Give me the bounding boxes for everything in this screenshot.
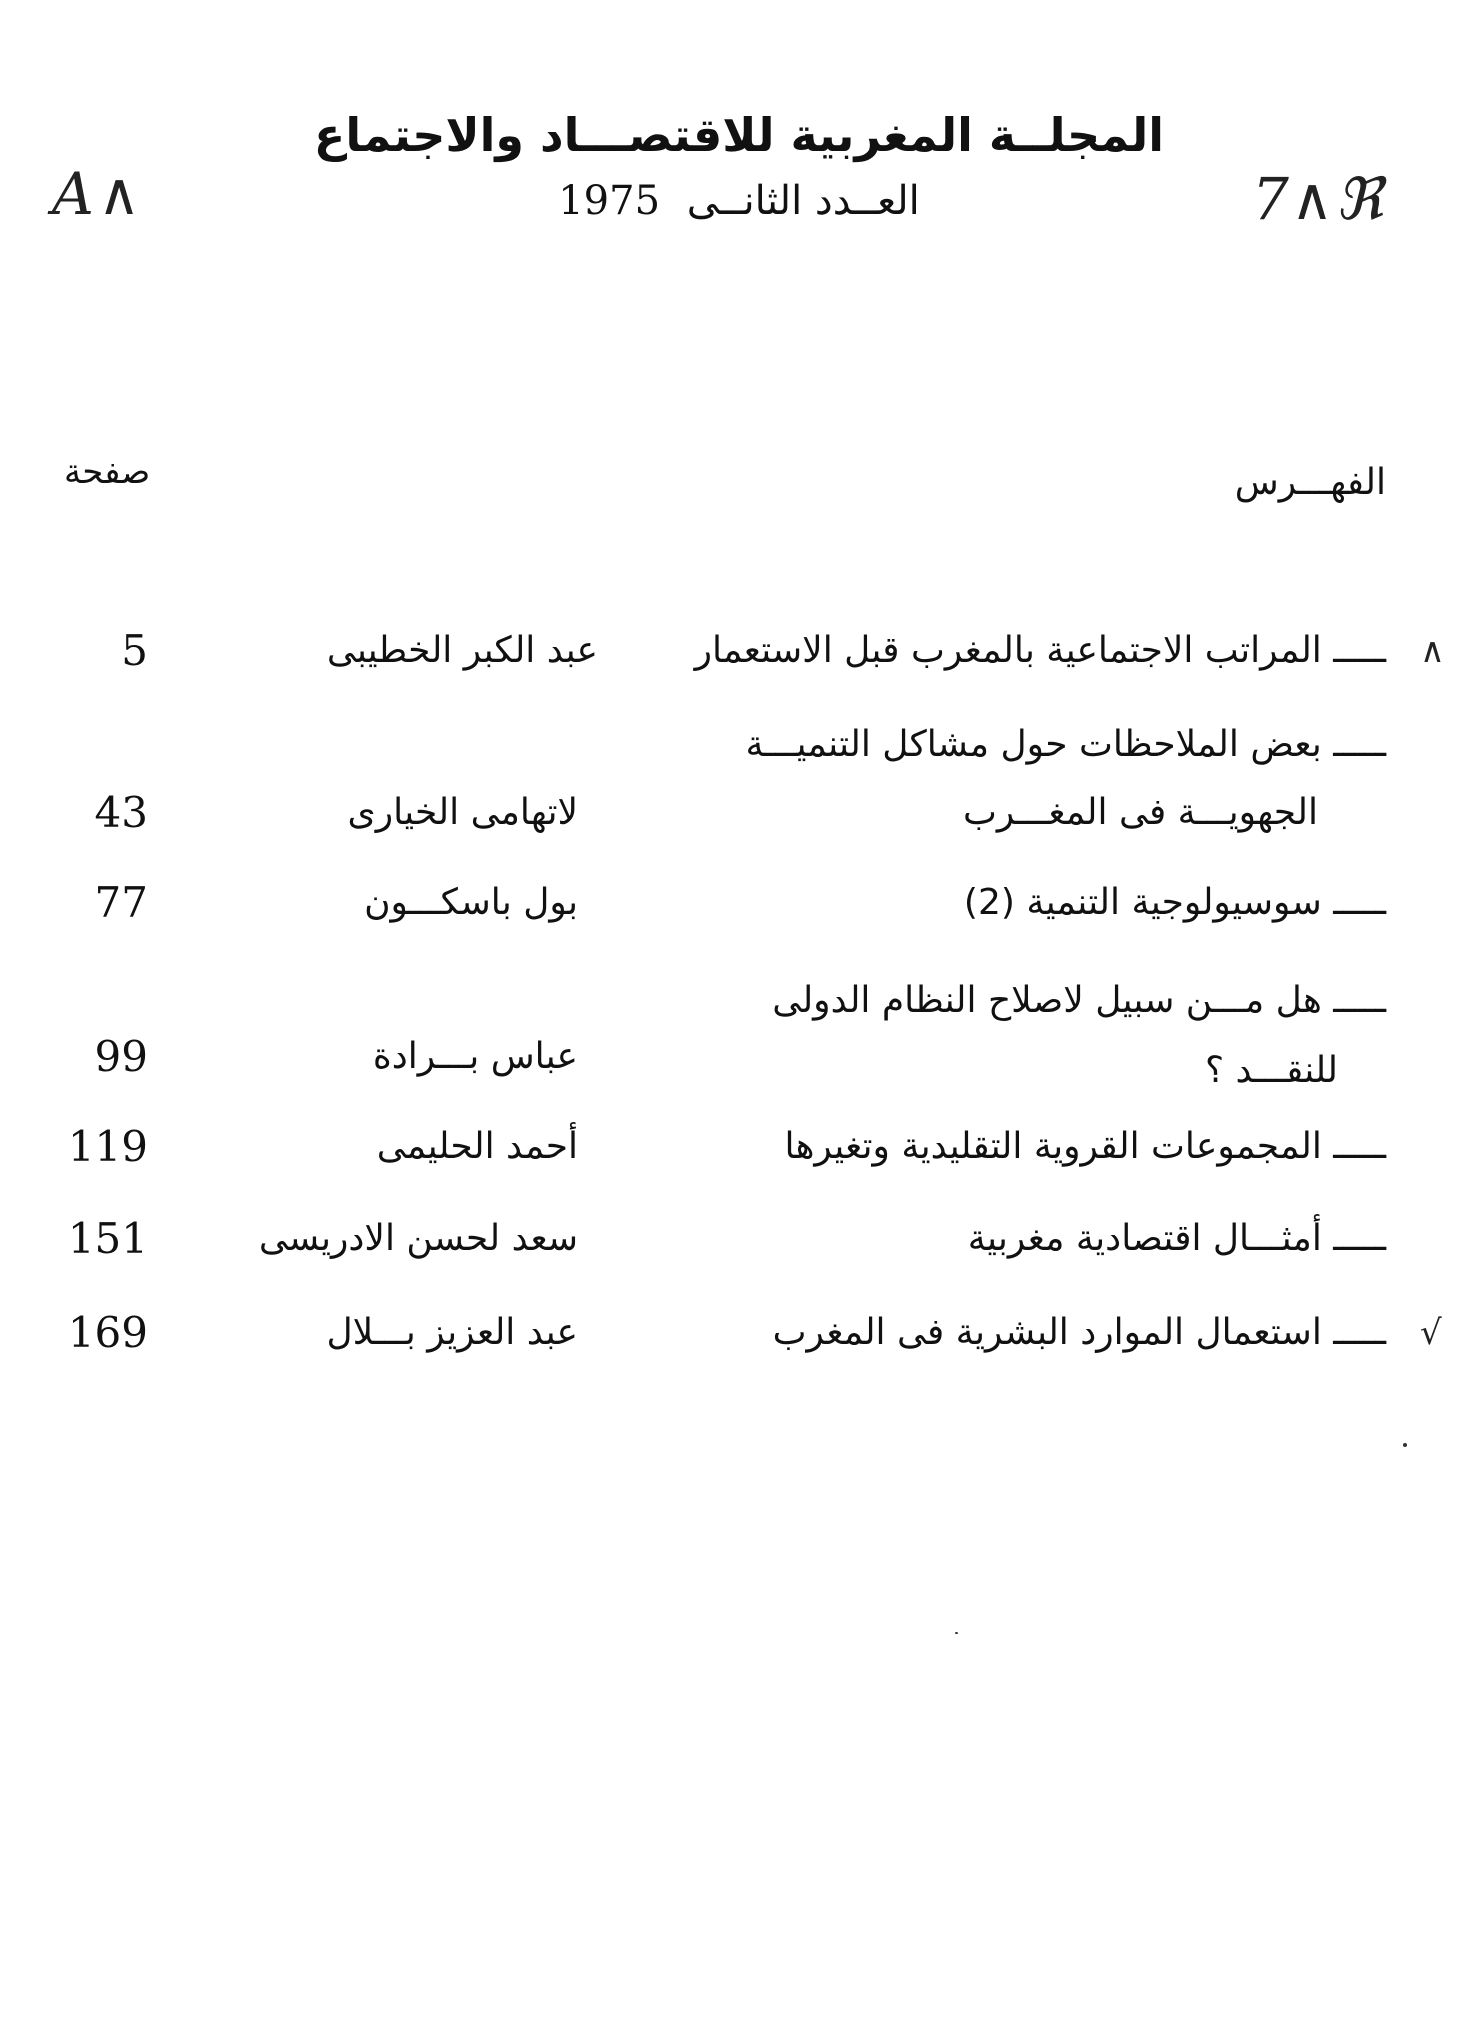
entry-author: عبد العزيز بـــلال [326, 1312, 578, 1353]
check-mark: ∧ [1420, 631, 1445, 671]
entry-title-line-1: ـــــ بعض الملاحظات حول مشاكل التنميـــة [745, 724, 1386, 765]
entry-page-number: 169 [67, 1308, 148, 1357]
scan-speck [1403, 1443, 1407, 1447]
entry-page-number: 43 [94, 788, 148, 837]
entry-title: ـــــ أمثـــال اقتصادية مغربية [967, 1218, 1386, 1259]
entry-author: بول باسكـــون [364, 882, 578, 923]
issue-year: 1975 [558, 178, 661, 224]
entry-author: لاتهامى الخيارى [347, 792, 578, 833]
entry-author: أحمد الحليمى [376, 1126, 578, 1167]
handwritten-note-left: A∧ [52, 160, 145, 228]
handwritten-note-right: 7∧ℜ [1252, 165, 1385, 233]
check-mark: √ [1420, 1313, 1442, 1353]
entry-title: ـــــ سوسيولوجية التنمية (2) [963, 882, 1386, 923]
contents-heading: الفهـــرس [1234, 462, 1386, 503]
journal-title: المجلــة المغربية للاقتصـــاد والاجتماع [313, 108, 1165, 162]
entry-title: ـــــ استعمال الموارد البشرية فى المغرب [772, 1312, 1386, 1353]
scan-speck [955, 1632, 958, 1634]
issue-label: العــدد الثانــى [686, 178, 920, 224]
entry-author: عباس بـــرادة [372, 1036, 578, 1077]
entry-page-number: 151 [67, 1214, 148, 1263]
entry-author: عبد الكبر الخطيبى [326, 630, 598, 671]
entry-title-line-2: الجهويـــة فى المغـــرب [962, 792, 1318, 833]
entry-title: ـــــ المجموعات القروية التقليدية وتغيرها [784, 1126, 1386, 1167]
page-column-heading: صفحة [64, 452, 151, 492]
entry-title-line-1: ـــــ هل مـــن سبيل لاصلاح النظام الدولى [772, 980, 1386, 1021]
entry-title-line-2: للنقـــد ؟ [1204, 1050, 1338, 1091]
entry-page-number: 119 [67, 1122, 148, 1171]
entry-author: سعد لحسن الادريسى [258, 1218, 578, 1259]
entry-title: ـــــ المراتب الاجتماعية بالمغرب قبل الاستعمار [694, 630, 1386, 671]
issue-line [289, 178, 1189, 224]
entry-page-number: 99 [94, 1032, 148, 1081]
entry-page-number: 77 [94, 878, 148, 927]
entry-page-number: 5 [121, 626, 148, 675]
